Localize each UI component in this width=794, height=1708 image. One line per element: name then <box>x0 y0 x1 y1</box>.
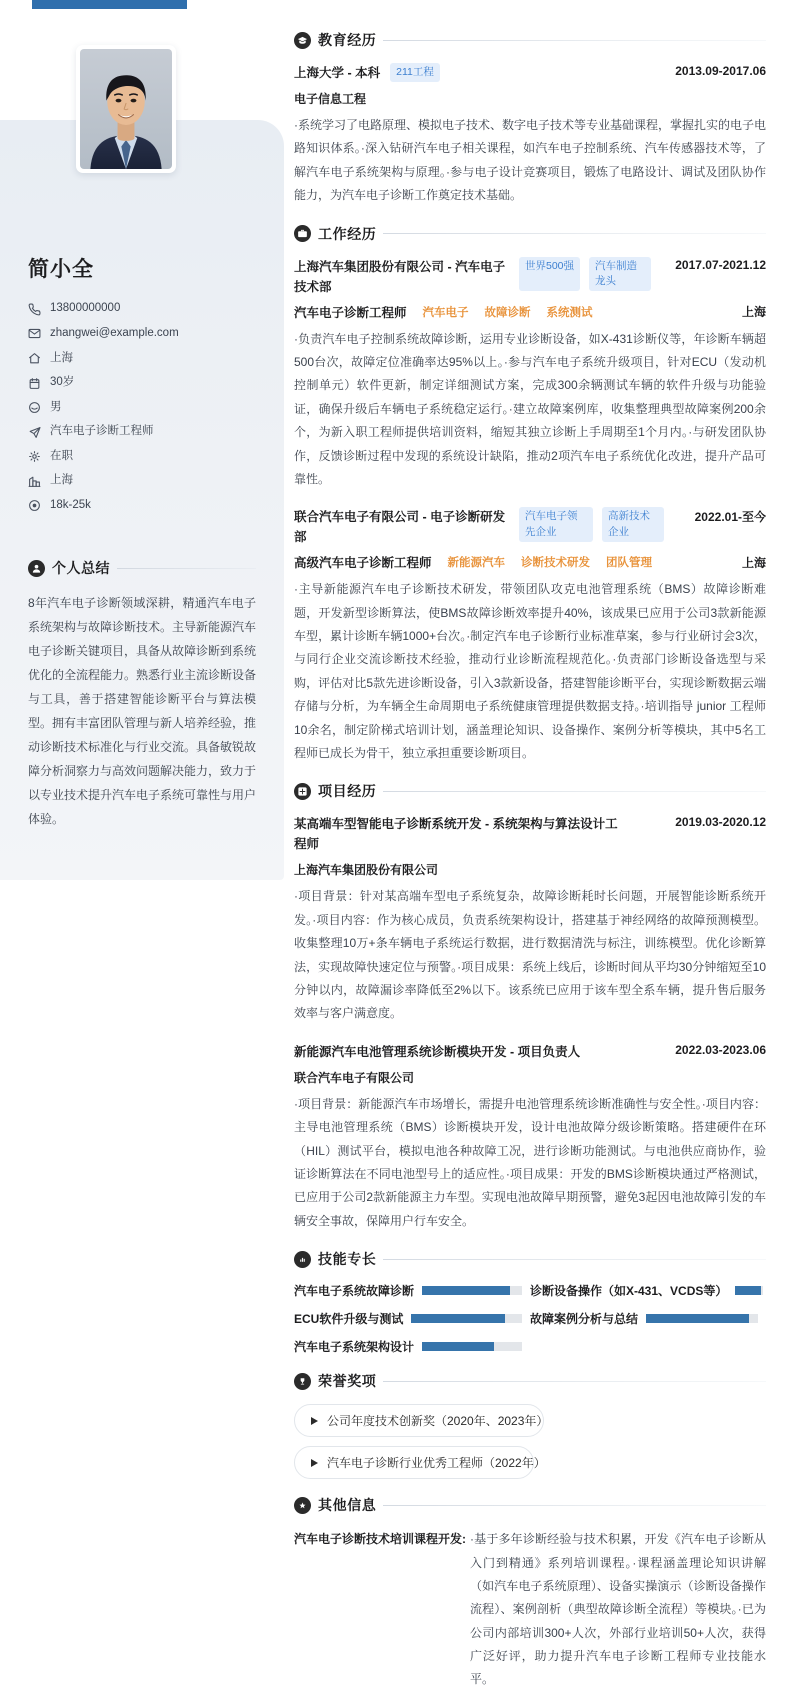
main-content <box>284 0 794 1708</box>
section-title: 荣誉奖项 <box>318 1373 377 1390</box>
briefcase-icon <box>294 225 311 242</box>
skill-progress-fill <box>422 1342 494 1351</box>
grid-plus-icon <box>294 783 311 800</box>
skill-progress-fill <box>735 1286 760 1295</box>
home-icon <box>28 352 41 365</box>
other-info-row <box>294 1528 766 1692</box>
project-date: 2022.03-2023.06 <box>675 1042 766 1057</box>
gender-icon <box>28 401 41 414</box>
school-tag: 211工程 <box>390 63 440 82</box>
skill-progress-bar <box>411 1314 522 1323</box>
mail-icon <box>28 327 41 340</box>
section-title: 技能专长 <box>318 1251 377 1268</box>
education-detail: ·系统学习了电路原理、模拟电子技术、数字电子技术等专业基础课程，掌握扎实的电子电路知识体系。·深入钻研汽车电子相关课程，如汽车电子控制系统、汽车传感器技术等，了解汽车电子系统架构与原理。·参与电子设计竞赛项目，锻炼了电路设计、调试及团队协作能力，为汽车电子诊断工作奠定技术基础。 <box>294 118 766 203</box>
skills-section-header <box>294 1249 766 1269</box>
skills-grid <box>294 1282 766 1355</box>
salary-icon <box>28 499 41 512</box>
work-location: 上海 <box>741 555 766 570</box>
school-name: 上海大学 - 本科 <box>294 66 381 80</box>
divider <box>383 791 766 792</box>
company-tag: 汽车制造龙头 <box>589 257 651 291</box>
skill-item <box>530 1310 766 1327</box>
contact-value: 汽车电子诊断工程师 <box>50 425 154 438</box>
company-name: 联合汽车电子有限公司 - 电子诊断研发部 <box>294 510 506 545</box>
project-detail: ·项目背景：针对某高端车型电子系统复杂，故障诊断耗时长问题，开展智能诊断系统开发。·项目内容：作为核心成员，负责系统架构设计，搭建基于神经网络的故障预测模型。收集整理10万+条车辆电子系统运行数据，进行数据清洗与标注，训练模型。优化诊断算法，实现故障快速定位与预警。·项目成果：系统上线后，诊断时间从平均30分钟缩短至10分钟以内，故障漏诊率降低至2%以下。该系统已应用于该车型全系车辆，提升售后服务效率与客户满意度。 <box>294 889 766 1021</box>
work-detail: ·主导新能源汽车电子诊断技术研发，带领团队攻克电池管理系统（BMS）故障诊断难题，开发新型诊断算法，使BMS故障诊断效率提升40%，该成果已应用于公司3款新能源车型，累计诊断车辆1000+台次。·制定汽车电子诊断行业标准草案，参与行业研讨会3次，与同行企业交流诊断技术经验，推动行业诊断流程规范化。·负责部门诊断设备选型与采购，评估对比5款先进诊断设备，引入3款新设备，搭建智能诊断平台，实现诊断数据云端存储与分析，为车辆全生命周期电子系统健康管理提供数据支持。·培训指导 junior 工程师10余名，制定阶梯式培训计划，涵盖理论知识、设备操作、案例分析等模块，其中5名工程师已成长为骨干，独立承担重要诊断项目。 <box>294 582 766 761</box>
education-section-header <box>294 30 766 50</box>
project-detail: ·项目背景：新能源汽车市场增长，需提升电池管理系统诊断准确性与安全性。·项目内容：主导电池管理系统（BMS）诊断模块开发，设计电池故障分级诊断策略。搭建硬件在环（HIL）测试平台，模拟电池各种故障工况，进行诊断功能测试。与电池供应商协作，验证诊断算法在不同电池型号上的适应性。·项目成果：开发的BMS诊断模块通过严格测试，已应用于公司2款新能源主力车型。实现电池故障早期预警，避免3起因电池故障引发的车辆安全事故，保障用户行车安全。 <box>294 1096 766 1228</box>
contact-value: 男 <box>50 400 62 413</box>
project-date: 2019.03-2020.12 <box>675 815 766 830</box>
avatar <box>76 45 176 173</box>
project-name: 某高端车型智能电子诊断系统开发 - 系统架构与算法设计工程师 <box>294 817 618 852</box>
skill-item <box>294 1310 530 1327</box>
contact-value: 18k-25k <box>50 499 91 512</box>
other-section-header <box>294 1495 766 1515</box>
portrait-photo <box>80 49 172 169</box>
section-title: 项目经历 <box>318 783 377 800</box>
info-badge-icon <box>294 1497 311 1514</box>
section-work <box>294 224 766 766</box>
skill-label: 故障案例分析与总结 <box>530 1312 639 1327</box>
contact-item-salary <box>28 494 256 519</box>
contact-value: zhangwei@example.com <box>50 326 179 339</box>
section-honors <box>294 1371 766 1479</box>
work-entry <box>294 257 766 492</box>
contact-item-email <box>28 322 256 347</box>
section-other <box>294 1495 766 1692</box>
contact-value: 上海 <box>50 474 73 487</box>
calendar-icon <box>28 377 41 390</box>
role-tag: 新能源汽车 <box>447 557 506 570</box>
person-icon <box>28 560 45 577</box>
status-icon <box>28 450 41 463</box>
summary-section-header <box>28 558 256 578</box>
phone-icon <box>28 303 41 316</box>
skill-label: 汽车电子系统故障诊断 <box>294 1284 415 1299</box>
contact-value: 在职 <box>50 449 73 462</box>
other-info-value: ·基于多年诊断经验与技术积累，开发《汽车电子诊断从入门到精通》系列培训课程。·课程涵盖理论知识讲解（如汽车电子系统原理）、设备实操演示（诊断设备操作流程）、案例剖析（典型故障诊断全流程）等模块。·已为公司内部培训300+人次，外部行业培训50+人次，获得广泛好评，助力提升汽车电子诊断工程师专业技能水平。 <box>470 1532 766 1687</box>
contact-item-phone <box>28 297 256 322</box>
section-education <box>294 30 766 208</box>
section-title: 工作经历 <box>318 225 377 242</box>
role-tag: 汽车电子 <box>422 306 469 319</box>
skill-item <box>530 1282 766 1299</box>
role-tag: 团队管理 <box>606 557 653 570</box>
project-entry <box>294 1042 766 1233</box>
contact-item-age <box>28 371 256 396</box>
project-name: 新能源汽车电池管理系统诊断模块开发 - 项目负责人 <box>294 1044 581 1059</box>
sidebar <box>0 0 284 831</box>
city-icon <box>28 475 41 488</box>
role-tag: 诊断技术研发 <box>521 557 591 570</box>
send-icon <box>28 426 41 439</box>
contact-item-city <box>28 469 256 494</box>
contact-value: 13800000000 <box>50 302 121 315</box>
company-tag: 高新技术企业 <box>602 507 664 541</box>
section-skills <box>294 1249 766 1355</box>
skill-item <box>294 1282 530 1299</box>
skill-progress-bar <box>422 1286 522 1295</box>
company-tag: 世界500强 <box>519 257 580 291</box>
company-tag-group <box>519 257 651 291</box>
skill-progress-fill <box>422 1286 510 1295</box>
skill-progress-fill <box>411 1314 505 1323</box>
work-date: 2017.07-2021.12 <box>675 257 766 272</box>
work-detail: ·负责汽车电子控制系统故障诊断，运用专业诊断设备，如X-431诊断仪等，年诊断车辆超500台次，故障定位准确率达95%以上。·参与汽车电子系统升级项目，针对ECU（发动机控制单元）软件更新，制定详细测试方案，完成300余辆测试车辆的软件升级与功能验证，确保升级后车辆电子系统稳定运行。·建立故障案例库，收集整理典型故障案例200余个，为新入职工程师提供培训资料，缩短其独立诊断上手周期至1个月内。·与研发团队协作，反馈诊断过程中发现的系统设计缺陷，推动2项汽车电子系统优化改进，提升产品可靠性。 <box>294 331 766 486</box>
education-entry <box>294 63 766 208</box>
skill-label: ECU软件升级与测试 <box>294 1312 404 1327</box>
section-title: 其他信息 <box>318 1497 377 1514</box>
work-date: 2022.01-至今 <box>694 510 766 525</box>
role-title: 高级汽车电子诊断工程师 <box>294 556 432 571</box>
summary-title: 个人总结 <box>52 560 110 577</box>
contact-list <box>28 297 256 518</box>
skill-progress-fill <box>646 1314 749 1323</box>
company-tag-group <box>519 507 664 541</box>
contact-value: 30岁 <box>50 376 75 389</box>
skill-progress-bar <box>422 1342 522 1351</box>
divider <box>383 233 766 234</box>
projects-section-header <box>294 781 766 801</box>
contact-value: 上海 <box>50 351 73 364</box>
triangle-bullet-icon <box>311 1417 318 1425</box>
triangle-bullet-icon <box>311 1459 318 1467</box>
honor-item[interactable] <box>294 1404 549 1437</box>
trophy-icon <box>294 1373 311 1390</box>
divider <box>383 40 766 41</box>
other-info-key: 汽车电子诊断技术培训课程开发: <box>294 1532 466 1547</box>
work-entry <box>294 507 766 765</box>
contact-item-position <box>28 420 256 445</box>
project-entry <box>294 814 766 1025</box>
contact-item-status <box>28 444 256 469</box>
graduation-cap-icon <box>294 32 311 49</box>
divider <box>383 1259 766 1260</box>
section-projects <box>294 781 766 1233</box>
section-title: 教育经历 <box>318 32 377 48</box>
project-company: 上海汽车集团股份有限公司 <box>294 863 439 878</box>
summary-text: 8年汽车电子诊断领域深耕，精通汽车电子系统架构与故障诊断技术。主导新能源汽车电子诊断关键项目，具备从故障诊断到系统优化的全流程能力。熟悉行业主流诊断设备与工具，善于搭建智能诊断平台与算法模型。拥有丰富团队管理与新人培养经验，推动诊断技术标准化与行业交流。具备敏锐故障分析洞察力与高效问题解决能力，致力于以专业技术提升汽车电子系统可靠性与用户体验。 <box>28 596 257 827</box>
education-date: 2013.09-2017.06 <box>675 64 766 78</box>
candidate-name: 简小全 <box>28 258 94 281</box>
role-tag: 故障诊断 <box>484 306 531 319</box>
honors-section-header <box>294 1371 766 1391</box>
contact-item-gender <box>28 395 256 420</box>
chart-bar-icon <box>294 1251 311 1268</box>
honor-text: 公司年度技术创新奖（2020年、2023年） <box>327 1414 549 1429</box>
work-location: 上海 <box>741 305 766 320</box>
contact-item-home <box>28 346 256 371</box>
company-tag: 汽车电子领先企业 <box>519 507 593 541</box>
major-name: 电子信息工程 <box>294 92 367 106</box>
role-tag: 系统测试 <box>546 306 593 319</box>
skill-progress-bar <box>735 1286 763 1295</box>
honor-text: 汽车电子诊断行业优秀工程师（2022年） <box>327 1456 546 1471</box>
project-company: 联合汽车电子有限公司 <box>294 1070 415 1085</box>
role-title: 汽车电子诊断工程师 <box>294 305 407 320</box>
work-section-header <box>294 224 766 244</box>
divider <box>117 568 256 569</box>
skill-progress-bar <box>646 1314 758 1323</box>
divider <box>383 1505 766 1506</box>
company-name: 上海汽车集团股份有限公司 - 汽车电子技术部 <box>294 259 506 294</box>
skill-label: 汽车电子系统架构设计 <box>294 1340 415 1355</box>
skill-label: 诊断设备操作（如X-431、VCDS等） <box>530 1284 728 1299</box>
skill-item <box>294 1338 530 1355</box>
honor-item[interactable] <box>294 1446 546 1479</box>
divider <box>383 1381 766 1382</box>
